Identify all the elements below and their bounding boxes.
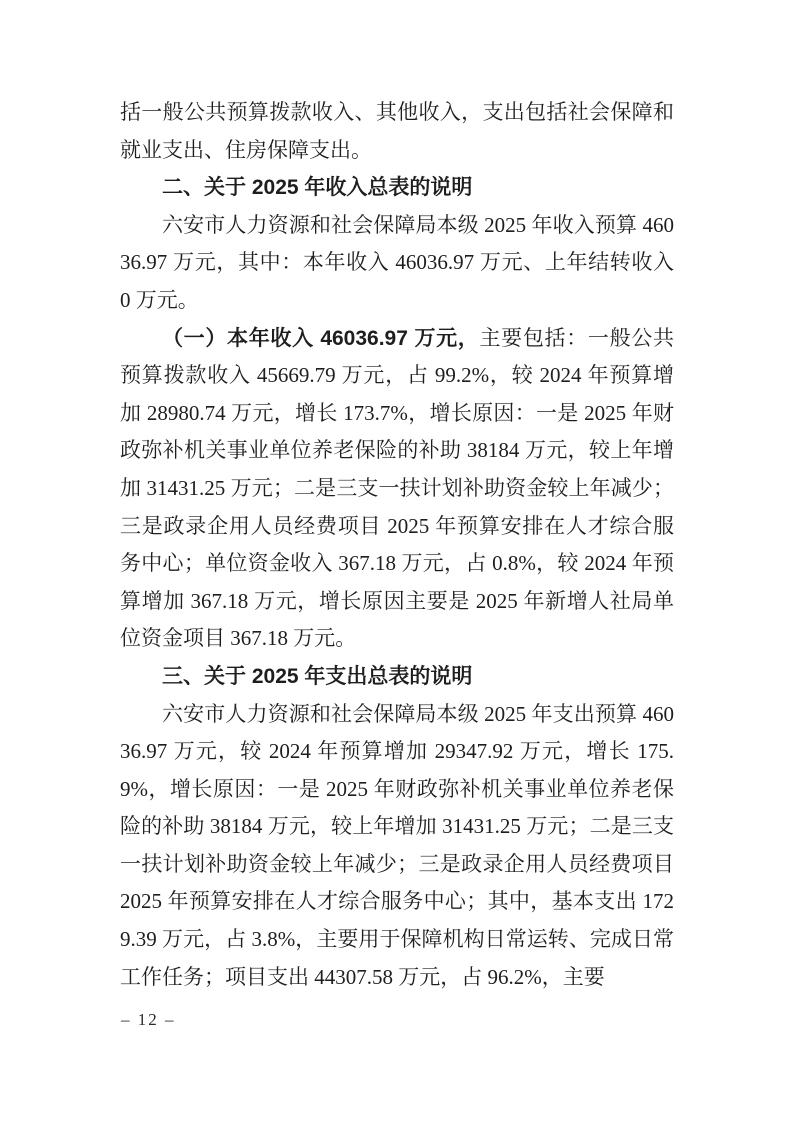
body-paragraph: 六安市人力资源和社会保障局本级 2025 年支出预算 46036.97 万元，较 2024 年预算增加 29347.92 万元，增长 175.9%，增长原因：一是 2025 年财政弥补机关事业单位养老保险的补助 38184 万元，较上年增加 31431.25 万元；二是三支一扶计划补助资金较上年减少；三是政录企用人员经费项目 2025 年预算安排在人才综合服务中心；其中，基本支出 1729.39 万元，占 3.8%，主要用于保障机构日常运转、完成日常工作任务；项目支出 44307.58 万元，占 96.2%，主要	[120, 701, 674, 989]
section-heading: 三、关于 2025 年支出总表的说明	[162, 664, 473, 688]
document-content	[120, 94, 674, 996]
body-paragraph: （一）本年收入 46036.97 万元，主要包括：一般公共预算拨款收入 45669.79 万元，占 99.2%，较 2024 年预算增加 28980.74 万元，增长 173.7%，增长原因：一是 2025 年财政弥补机关事业单位养老保险的补助 38184 万元，较上年增加 31431.25 万元；二是三支一扶计划补助资金较上年减少；三是政录企用人员经费项目 2025 年预算安排在人才综合服务中心；单位资金收入 367.18 万元，占 0.8%，较 2024 年预算增加 367.18 万元，增长原因主要是 2025 年新增人社局单位资金项目 367.18 万元。	[120, 325, 674, 651]
page-number: – 12 –	[121, 1010, 176, 1029]
page-footer	[121, 1010, 176, 1030]
paragraph-bold-lead: （一）本年收入 46036.97 万元，	[162, 326, 480, 350]
body-paragraph: 括一般公共预算拨款收入、其他收入，支出包括社会保障和就业支出、住房保障支出。	[120, 100, 674, 162]
body-paragraph: 六安市人力资源和社会保障局本级 2025 年收入预算 46036.97 万元，其中：本年收入 46036.97 万元、上年结转收入 0 万元。	[120, 212, 674, 312]
section-heading: 二、关于 2025 年收入总表的说明	[162, 176, 473, 200]
